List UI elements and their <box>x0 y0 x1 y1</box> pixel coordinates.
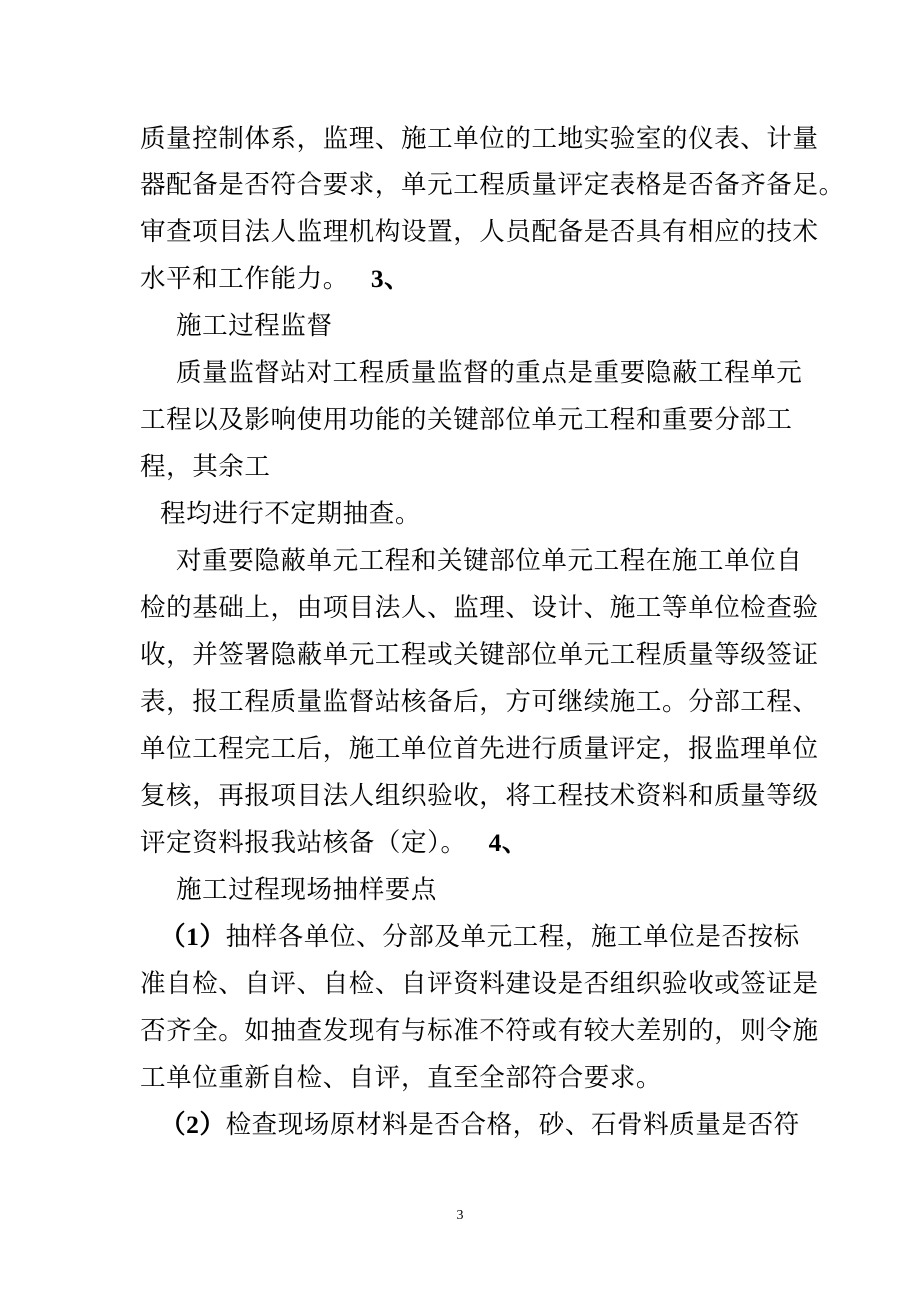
text-line-3: 审查项目法人监理机构设置，人员配备是否具有相应的技术 <box>140 217 819 247</box>
text-line-14: 单位工程完工后，施工单位首先进行质量评定，报监理单位 <box>140 734 819 764</box>
text-line-4 <box>140 262 790 296</box>
text-line-11: 检的基础上，由项目法人、监理、设计、施工等单位检查验 <box>140 593 819 623</box>
text-line-8: 程，其余工 <box>140 452 271 482</box>
text-line-16-content: 评定资料报我站核备（定）。 <box>140 828 467 858</box>
text-line-23-content: 检查现场原材料是否合格，砂、石骨料质量是否符 <box>225 1110 800 1140</box>
item-number-2: （2） <box>160 1110 226 1139</box>
section-heading-sampling-points: 施工过程现场抽样要点 <box>176 875 438 905</box>
text-line-20: 准自检、自评、自检、自评资料建设是否组织验收或签证是 <box>140 969 819 999</box>
section-heading-construction-supervision: 施工过程监督 <box>176 311 333 341</box>
section-number-4: 4、 <box>488 828 529 857</box>
page-number: 3 <box>456 1208 464 1223</box>
text-line-10: 对重要隐蔽单元工程和关键部位单元工程在施工单位自 <box>176 546 803 576</box>
text-line-4-content: 水平和工作能力。 <box>140 264 349 294</box>
text-line-16 <box>140 826 790 860</box>
text-line-23 <box>160 1108 810 1142</box>
text-line-15: 复核，再报项目法人组织验收，将工程技术资料和质量等级 <box>140 781 819 811</box>
item-number-1: （1） <box>160 922 226 951</box>
text-line-6: 质量监督站对工程质量监督的重点是重要隐蔽工程单元 <box>176 358 803 388</box>
text-line-13: 表，报工程质量监督站核备后，方可继续施工。分部工程、 <box>140 687 819 717</box>
text-line-2: 器配备是否符合要求，单元工程质量评定表格是否备齐备足。 <box>140 170 845 200</box>
text-line-7: 工程以及影响使用功能的关键部位单元工程和重要分部工 <box>140 405 793 435</box>
text-line-9: 程均进行不定期抽查。 <box>160 499 422 529</box>
text-line-19-content: 抽样各单位、分部及单元工程，施工单位是否按标 <box>225 922 800 952</box>
section-number-3: 3、 <box>370 264 411 293</box>
text-line-19 <box>160 920 810 954</box>
text-line-21: 否齐全。如抽查发现有与标准不符或有较大差别的，则令施 <box>140 1016 819 1046</box>
text-line-12: 收，并签署隐蔽单元工程或关键部位单元工程质量等级签证 <box>140 640 819 670</box>
text-line-22: 工单位重新自检、自评，直至全部符合要求。 <box>140 1063 663 1093</box>
text-line-1: 质量控制体系，监理、施工单位的工地实验室的仪表、计量 <box>140 124 819 154</box>
